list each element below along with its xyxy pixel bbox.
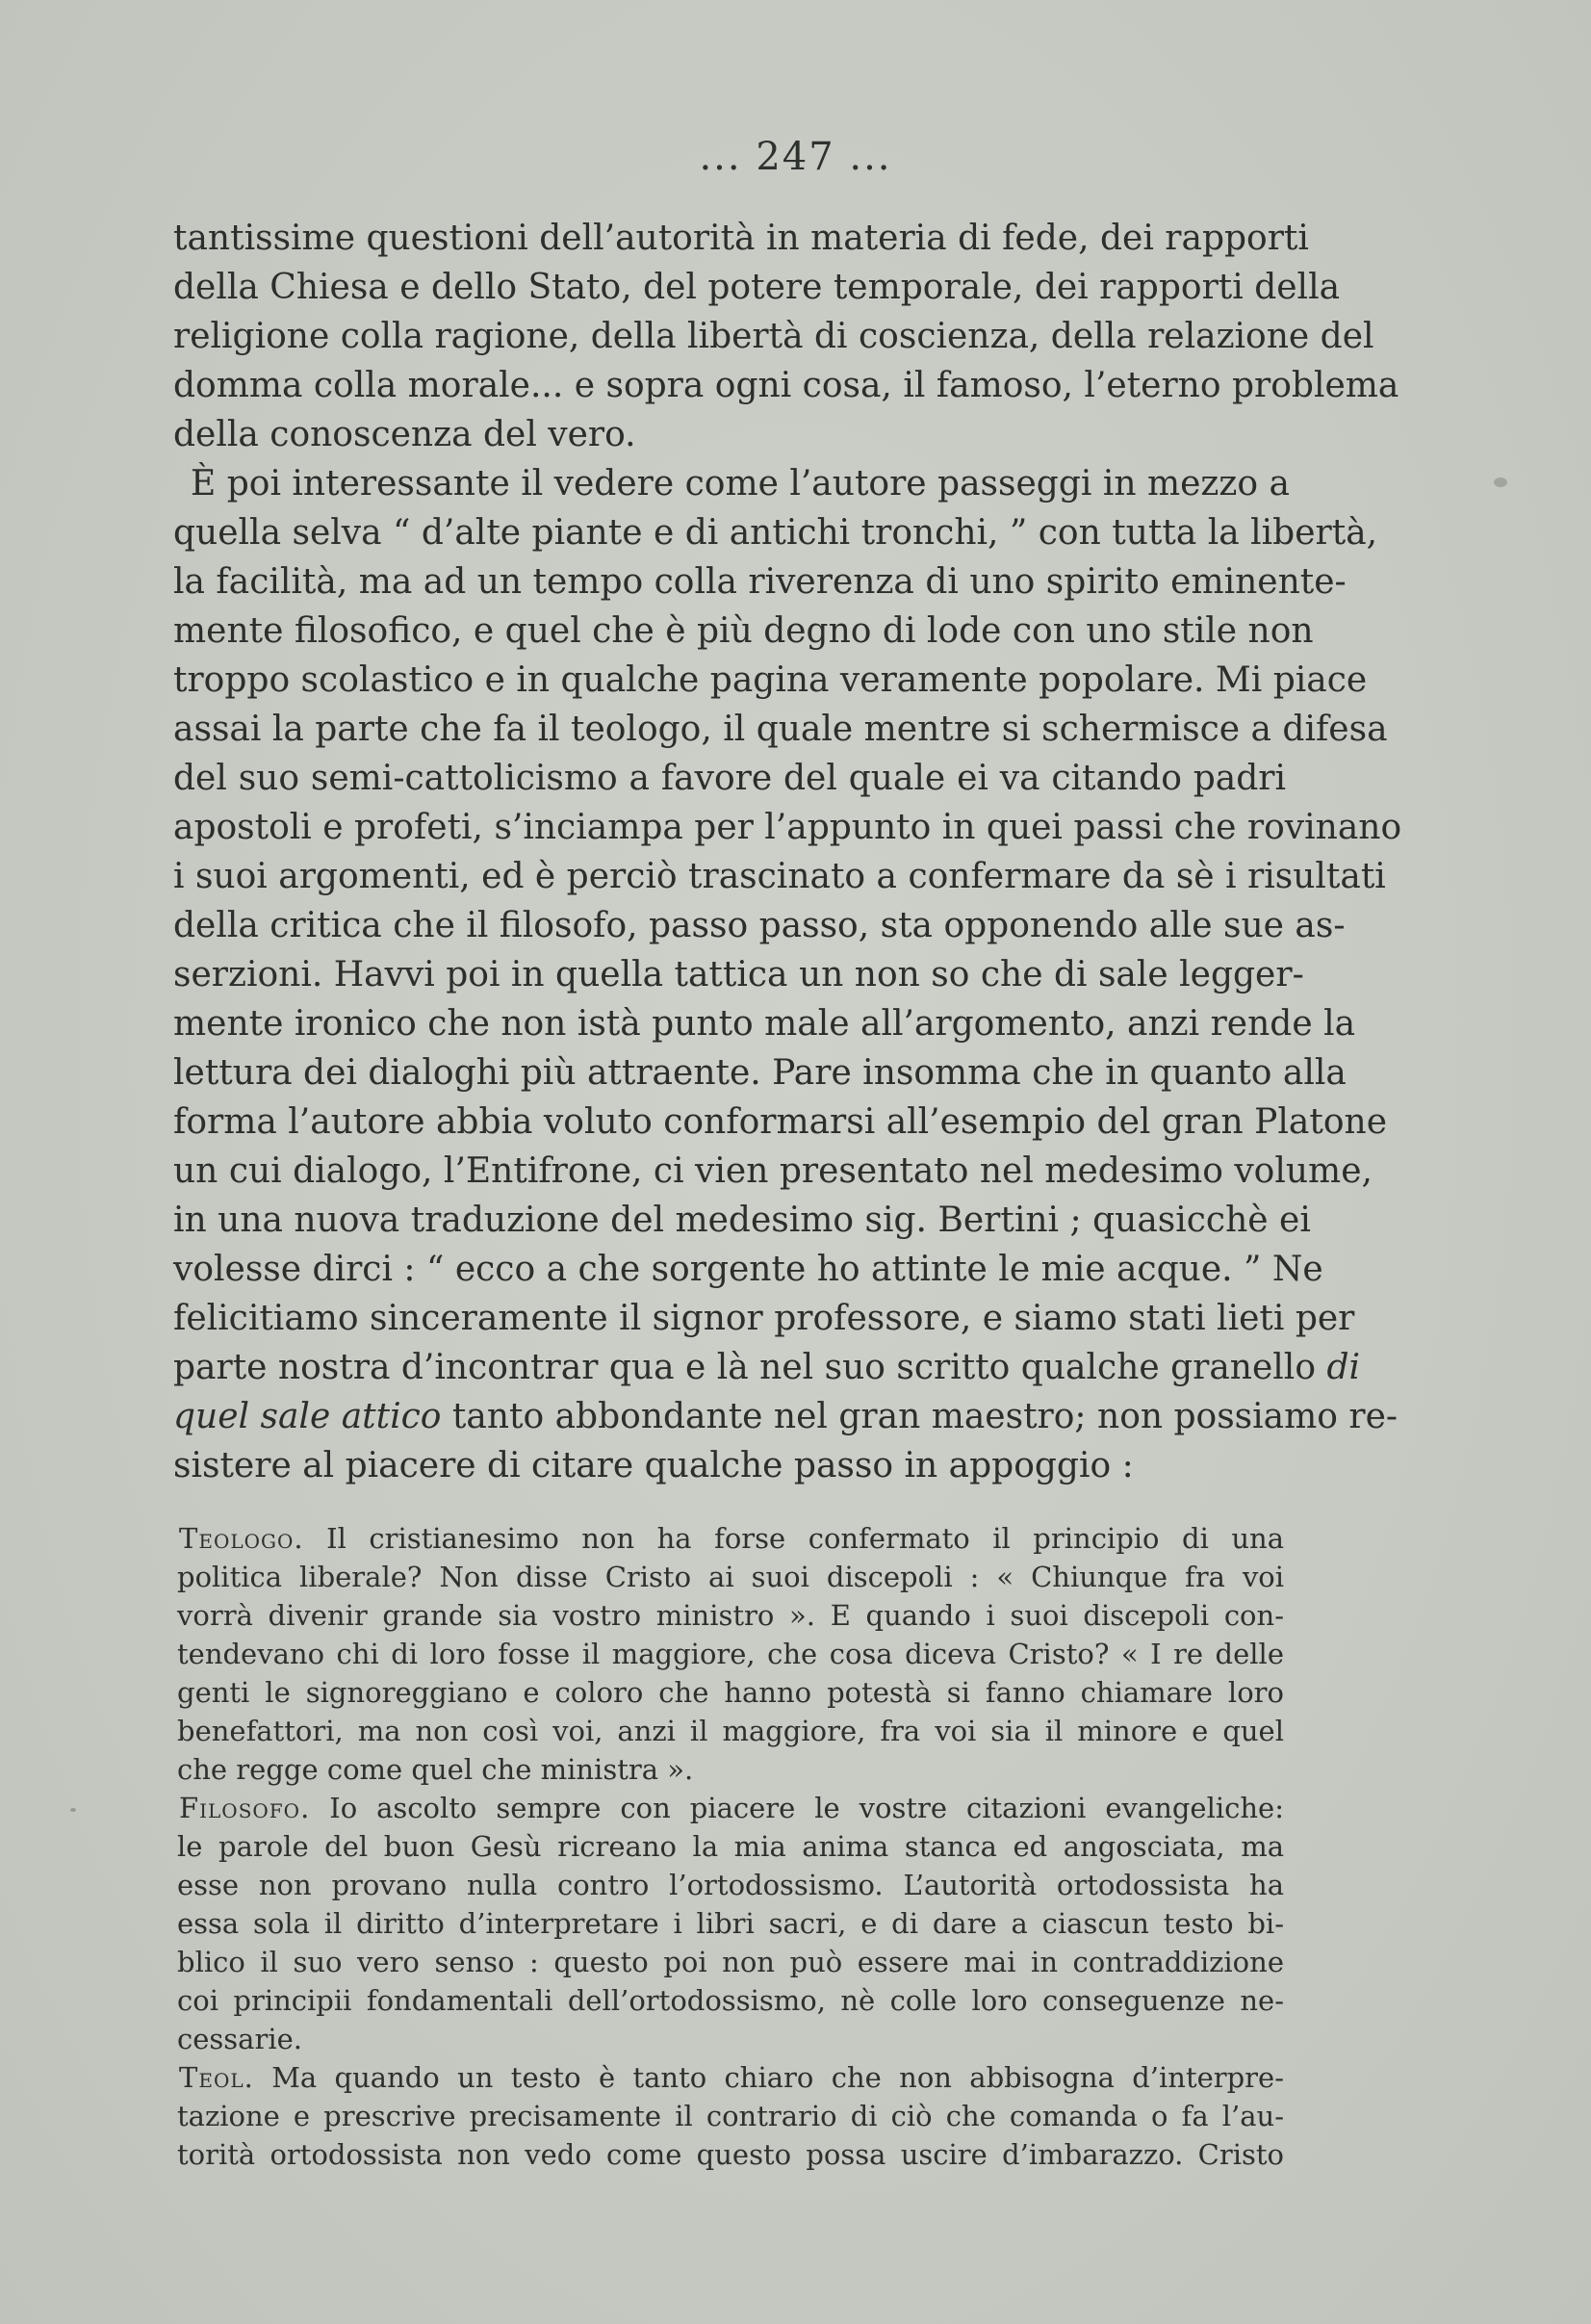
text-line: felicitiamo sinceramente il signor professore, e siamo stati lieti per [173, 1299, 1355, 1338]
text-line: in una nuova traduzione del medesimo sig. Bertini ; quasicchè ei [173, 1201, 1311, 1240]
dialogue-line: benefattori, ma non così voi, anzi il maggiore, fra voi sia il minore e quel [177, 1715, 1284, 1747]
dialogue-line: che regge come quel che ministra ». [177, 1753, 694, 1786]
italic-text: quel sale attico [173, 1397, 442, 1436]
text-line: la facilità, ma ad un tempo colla riverenza di uno spirito eminente- [173, 562, 1347, 602]
main-text [173, 214, 1402, 1490]
text-line: religione colla ragione, della libertà di coscienza, della relazione del [173, 317, 1374, 356]
text-line: assai la parte che fa il teologo, il quale mentre si schermisce a difesa [173, 710, 1388, 749]
text-line: del suo semi-cattolicismo a favore del quale ei va citando padri [173, 759, 1286, 798]
text-fragment: parte nostra d’incontrar qua e là nel suo scritto qualche granello [173, 1348, 1316, 1387]
text-line: della critica che il filosofo, passo passo, sta opponendo alle sue as- [173, 906, 1346, 945]
dialogue-line: esse non provano nulla contro l’ortodossismo. L’autorità ortodossista ha [177, 1869, 1284, 1901]
text-line: forma l’autore abbia voluto conformarsi all’esempio del gran Platone [173, 1102, 1388, 1142]
text-line: i suoi argomenti, ed è perciò trascinato a confermare da sè i risultati [173, 857, 1386, 896]
dialogue-line: politica liberale? Non disse Cristo ai suoi discepoli : « Chiunque fra voi [177, 1561, 1284, 1593]
speaker-label: Filosofo. [179, 1792, 311, 1824]
text-fragment: Il cristianesimo non ha forse confermato il principio di una [326, 1522, 1285, 1555]
dialogue-line [177, 2058, 1284, 2097]
text-line: serzioni. Havvi poi in quella tattica un non so che di sale legger- [173, 955, 1304, 994]
text-line: apostoli e profeti, s’inciampa per l’appunto in quei passi che rovinano [173, 808, 1402, 847]
text-line: della Chiesa e dello Stato, del potere temporale, dei rapporti della [173, 268, 1341, 307]
dialogue-line: torità ortodossista non vedo come questo possa uscire d’imbarazzo. Cristo [177, 2138, 1284, 2171]
dialogue-line: tendevano chi di loro fosse il maggiore, che cosa diceva Cristo? « I re delle [177, 1638, 1284, 1670]
page-number: ... 247 ... [699, 135, 892, 179]
text-line [173, 1392, 1399, 1441]
text-line: quella selva “ d’alte piante e di antichi tronchi, ” con tutta la libertà, [173, 513, 1378, 553]
dialogue-excerpt [177, 1519, 1284, 2174]
text-line: lettura dei dialoghi più attraente. Pare insomma che in quanto alla [173, 1053, 1347, 1093]
dialogue-line: essa sola il diritto d’interpretare i libri sacri, e di dare a ciascun testo bi- [177, 1907, 1284, 1940]
text-fragment: tanto abbondante nel gran maestro; non possiamo re- [451, 1397, 1399, 1436]
text-line: domma colla morale... e sopra ogni cosa, il famoso, l’eterno problema [173, 366, 1399, 405]
dialogue-line: genti le signoreggiano e coloro che hanno potestà si fanno chiamare loro [177, 1676, 1284, 1709]
speaker-label: Teologo. [179, 1522, 304, 1555]
dialogue-line: cessarie. [177, 2023, 302, 2055]
dialogue-line [177, 1789, 1284, 1827]
dialogue-line: le parole del buon Gesù ricreano la mia anima stanca ed angosciata, ma [177, 1830, 1284, 1863]
speaker-label: Teol. [179, 2061, 254, 2094]
text-line: tantissime questioni dell’autorità in materia di fede, dei rapporti [173, 219, 1309, 258]
dialogue-line: tazione e prescrive precisamente il contrario di ciò che comanda o fa l’au- [177, 2100, 1284, 2132]
text-line [173, 1343, 1361, 1392]
margin-blemish [1494, 478, 1507, 487]
text-line: volesse dirci : “ ecco a che sorgente ho attinte le mie acque. ” Ne [173, 1250, 1323, 1289]
margin-blemish [70, 1808, 76, 1812]
text-line: sistere al piacere di citare qualche passo in appoggio : [173, 1446, 1134, 1485]
dialogue-line: vorrà divenir grande sia vostro ministro ». E quando i suoi discepoli con- [177, 1599, 1284, 1632]
italic-text: di [1326, 1348, 1361, 1387]
text-line: un cui dialogo, l’Entifrone, ci vien presentato nel medesimo volume, [173, 1151, 1373, 1191]
text-fragment: Ma quando un testo è tanto chiaro che non abbisogna d’interpre- [271, 2061, 1285, 2094]
dialogue-line: blico il suo vero senso : questo poi non può essere mai in contraddizione [177, 1946, 1284, 1978]
text-line: mente filosofico, e quel che è più degno di lode con uno stile non [173, 611, 1314, 651]
dialogue-line: coi principii fondamentali dell’ortodossismo, nè colle loro conseguenze ne- [177, 1984, 1284, 2017]
text-line: È poi interessante il vedere come l’autore passeggi in mezzo a [191, 464, 1290, 504]
text-fragment: Io ascolto sempre con piacere le vostre citazioni evangeliche: [329, 1792, 1284, 1824]
text-line: troppo scolastico e in qualche pagina veramente popolare. Mi piace [173, 660, 1368, 700]
dialogue-line [177, 1519, 1284, 1558]
text-line: mente ironico che non istà punto male all’argomento, anzi rende la [173, 1004, 1356, 1044]
text-line: della conoscenza del vero. [173, 415, 636, 454]
